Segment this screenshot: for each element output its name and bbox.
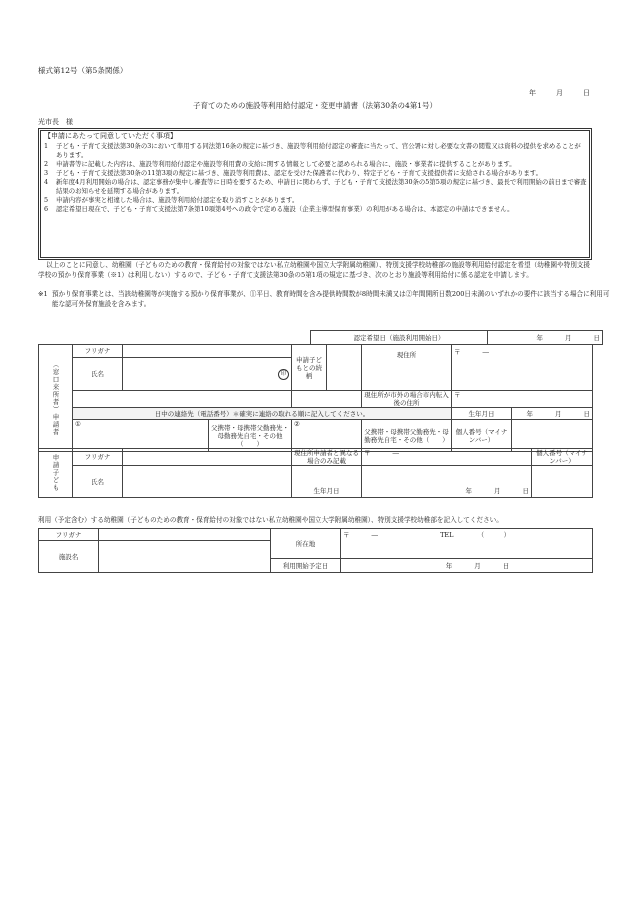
- facility-location-field[interactable]: 〒 ― TEL （ ）: [341, 529, 593, 559]
- desired-date-table: [310, 330, 603, 345]
- addressee: 光市長 様: [38, 118, 73, 126]
- child-furigana-field[interactable]: [123, 449, 292, 466]
- birthdate-label: 生年月日: [452, 408, 512, 420]
- consent-item: 6 認定希望日現在で、子ども・子育て支援法第7条第10項第4号への政令で定める施設（企業主導型保育事業）の利用がある場合は、本認定の申請はできません。: [44, 205, 514, 213]
- individual-no-field[interactable]: [512, 420, 593, 452]
- facility-name-label: 施設名: [39, 541, 99, 573]
- name-label: 氏名: [73, 358, 123, 391]
- child-name-field[interactable]: [123, 466, 292, 498]
- child-individual-no-label: 個人番号（マイナンバー）: [532, 449, 593, 466]
- facility-instruction: 利用（予定含む）する幼稚園（子どものための教育・保育給付の対象ではない私立幼稚園や国立大学附属幼稚園）、特別支援学校幼稚部を記入してください。: [38, 516, 503, 524]
- application-date: 年 月 日: [529, 89, 590, 97]
- contact-note: 日中の連絡先（電話番号）＊確実に連絡の取れる順に記入してください。: [73, 408, 452, 420]
- applicant-furigana-field[interactable]: [123, 345, 292, 358]
- facility-location-label: 所在地: [271, 529, 341, 559]
- child-table: [38, 448, 593, 498]
- form-number: 様式第12号（第5条関係）: [38, 66, 128, 75]
- start-date-field[interactable]: 年 月 日: [341, 559, 593, 573]
- form-title: 子育てのための施設等利用給付認定・変更申請書（法第30条の4第1号）: [192, 101, 438, 110]
- individual-no-label: 個人番号（マイナンバー）: [452, 420, 512, 452]
- out-of-city-field[interactable]: 〒: [452, 391, 593, 408]
- start-date-label: 利用開始予定日: [271, 559, 341, 573]
- consent-heading: 【申請にあたって同意していただく事項】: [44, 132, 177, 140]
- facility-name-field[interactable]: [99, 541, 271, 573]
- consent-item: 3 子ども・子育て支援法第30条の11第3項の規定に基づき、施設等利用費は、認定を受けた保護者に代わり、特定子ども・子育て支援提供者に支給される場合があります。: [44, 169, 543, 177]
- address-field[interactable]: 〒 ―: [452, 345, 593, 391]
- facility-furigana-field[interactable]: [99, 529, 271, 541]
- furigana-label: フリガナ: [73, 345, 123, 358]
- contact-1-field[interactable]: ①: [73, 420, 209, 452]
- child-birthdate-label: 生年月日: [292, 466, 362, 498]
- contact-1-type: 父携帯・母携帯父勤務先・母勤務先自宅・その他（ ）: [209, 420, 292, 452]
- consent-box: [38, 128, 592, 260]
- out-of-city-label: 現住所が市外の場合市内転入後の住所: [362, 391, 452, 408]
- spacer-cell: [292, 391, 362, 408]
- relation-label: 申請子どもとの続柄: [292, 345, 327, 391]
- agreement-paragraph: 以上のことに同意し、幼稚園（子どものための教育・保育給付の対象ではない私立幼稚園や国立大学附属幼稚園）、特別支援学校幼稚部の施設等利用給付認定を希望（幼稚園や特別支援学校の預かり保育事業（※1）は利用しない）するので、子ども・子育て支援法第30条の5第1項の規定に基づき、次のとおり施設等利用給付に係る認定を申請します。: [38, 261, 590, 279]
- applicant-table: [38, 344, 593, 452]
- spacer-cell: [73, 391, 292, 408]
- applicant-section-label: （窓口来所者）申請者: [39, 345, 73, 452]
- note-paragraph: ※1 預かり保育事業とは、当該幼稚園等が実施する預かり保育事業が、①平日、教育時間を含み提供時間数が8時間未満又は②年間開所日数200日未満のいずれかの要件に該当する場合に利用可能な認可外保育施設を含みます。: [38, 290, 610, 308]
- child-address-label: 現住所申請者と異なる場合のみ記載: [292, 449, 362, 466]
- child-address-field[interactable]: 〒 ―: [362, 449, 532, 466]
- child-furigana-label: フリガナ: [73, 449, 123, 466]
- facility-furigana-label: フリガナ: [39, 529, 99, 541]
- address-label: 現住所: [362, 345, 452, 391]
- child-birthdate-field[interactable]: 年 月 日: [362, 466, 532, 498]
- child-individual-no-field[interactable]: [532, 466, 593, 498]
- applicant-name-field[interactable]: [123, 358, 292, 391]
- facility-table: [38, 528, 593, 573]
- desired-date-label: 認定希望日（施設利用開始日）: [311, 331, 488, 345]
- contact-2-type: 父携帯・母携帯父勤務先・母勤務先自宅・その他（ ）: [362, 420, 452, 452]
- contact-2-field[interactable]: ②: [292, 420, 362, 452]
- seal-mark: 印: [278, 369, 289, 380]
- consent-item: 2 申請書等に記載した内容は、施設等利用給付認定や施設等利用費の支給に関する情報として必要と認められる場合に、施設・事業者に提供することがあります。: [44, 160, 516, 168]
- child-name-label: 氏名: [73, 466, 123, 498]
- consent-item: 1 子ども・子育て支援法第30条の3において準用する同法第16条の規定に基づき、施設等利用給付認定の審査に当たって、官公署に対し必要な文書の閲覧又は資料の提供を求めることがあります。: [44, 142, 581, 159]
- birthdate-field[interactable]: 年 月 日: [512, 408, 593, 420]
- child-section-label: 申請子ども: [39, 449, 73, 498]
- consent-item: 4 新年度4月利用開始の場合は、認定事務が集中し審査等に日時を要するため、申請日に関わらず、子ども・子育て支援法第30条の5第5項の規定に基づき、最長で利用開始の前日まで審査結果のお知らせを延期する場合があります。: [44, 178, 587, 195]
- consent-item: 5 申請内容が事実と相違した場合は、施設等利用給付認定を取り消すことがあります。: [44, 196, 299, 204]
- relation-field[interactable]: [327, 345, 362, 391]
- desired-date-field[interactable]: 年 月 日: [488, 331, 603, 345]
